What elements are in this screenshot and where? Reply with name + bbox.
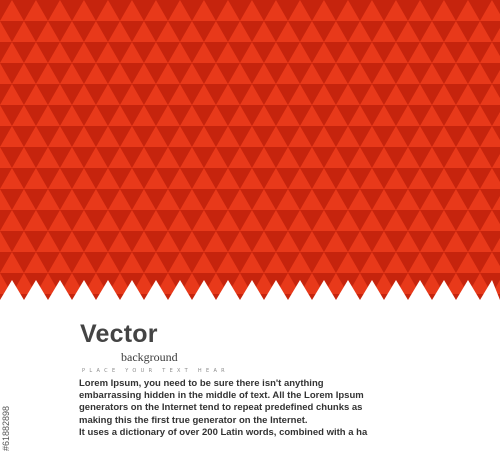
white-text-panel (0, 280, 500, 470)
body-line: generators on the Internet tend to repeat predefined chunks as (79, 402, 363, 414)
banner-body-text (79, 378, 411, 439)
banner-subtitle: background (121, 350, 178, 364)
body-line: Lorem Ipsum, you need to be sure there isn't anything (79, 378, 324, 389)
body-line: embarrassing hidden in the middle of text. All the Lorem Ipsum (79, 390, 364, 402)
body-line: making this the first true generator on the Internet. (79, 414, 308, 426)
stock-id-watermark: #61882898 (1, 405, 11, 451)
banner-title: Vector (80, 320, 158, 348)
banner-tagline: PLACE YOUR TEXT HEAR (82, 368, 229, 374)
body-line: It uses a dictionary of over 200 Latin words, combined with a ha (79, 426, 368, 438)
